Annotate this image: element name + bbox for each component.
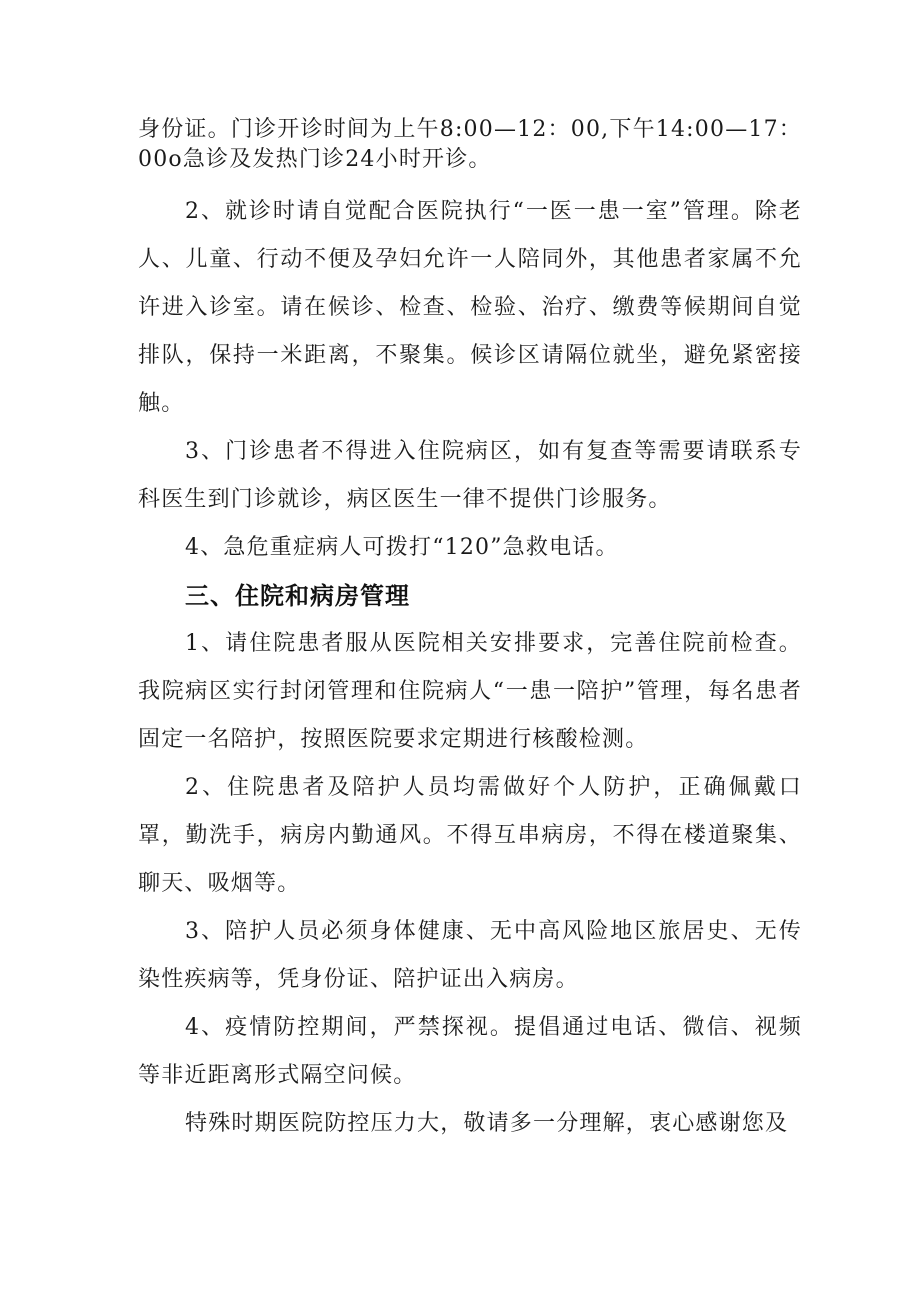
paragraph-inpatient-arrangement: 1、请住院患者服从医院相关安排要求，完善住院前检查。我院病区实行封闭管理和住院病人“一患一陪护”管理，每名患者固定一名陪护，按照医院要求定期进行核酸检测。 — [138, 631, 802, 752]
paragraph-no-ward-entry: 3、门诊患者不得进入住院病区，如有复查等需要请联系专科医生到门诊就诊，病区医生一律不提供门诊服务。 — [138, 439, 802, 512]
paragraph-personal-protection: 2、住院患者及陪护人员均需做好个人防护，正确佩戴口罩，勤洗手，病房内勤通风。不得互串病房，不得在楼道聚集、聊天、吸烟等。 — [138, 775, 802, 896]
paragraph-emergency-call: 4、急危重症病人可拨打“120”急救电话。 — [185, 535, 619, 560]
document-page — [138, 115, 802, 1148]
paragraph-escort-requirements: 3、陪护人员必须身体健康、无中高风险地区旅居史、无传染性疾病等，凭身份证、陪护证出入病房。 — [138, 919, 802, 992]
paragraph-continuation: 身份证。门诊开诊时间为上午8:00—12：00,下午14:00—17：00o急诊及发热门诊24小时开诊。 — [138, 117, 802, 172]
section-heading-inpatient: 三、住院和病房管理 — [185, 582, 410, 610]
paragraph-outpatient-one-doctor-rule: 2、就诊时请自觉配合医院执行“一医一患一室”管理。除老人、儿童、行动不便及孕妇允许一人陪同外，其他患者家属不允许进入诊室。请在候诊、检查、检验、治疗、缴费等候期间自觉排队，保持一米距离，不聚集。候诊区请隔位就坐，避免紧密接触。 — [138, 199, 802, 416]
paragraph-closing: 特殊时期医院防控压力大，敬请多一分理解，衷心感谢您及 — [185, 1111, 789, 1136]
paragraph-no-visiting: 4、疫情防控期间，严禁探视。提倡通过电话、微信、视频等非近距离形式隔空问候。 — [138, 1015, 802, 1088]
